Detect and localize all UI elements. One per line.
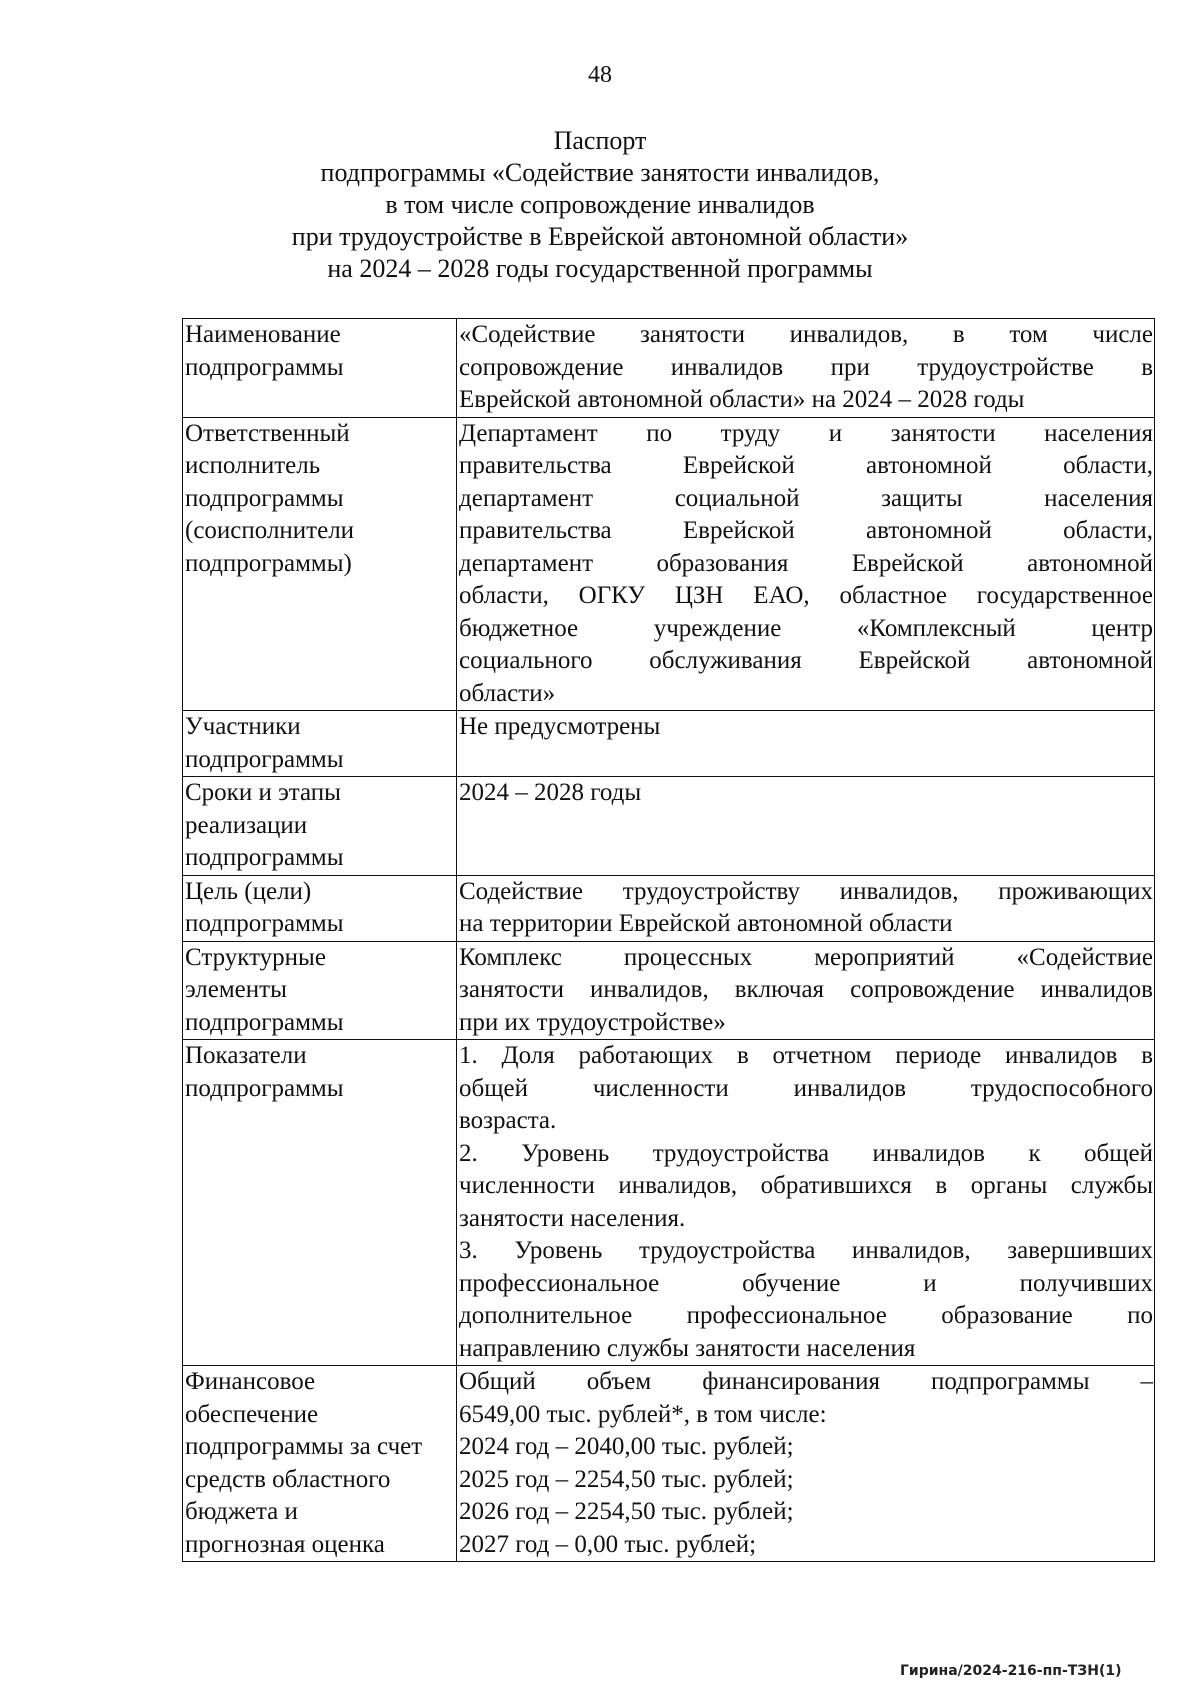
value-line: профессиональное обучение и получивших (459, 1269, 1153, 1297)
row-label (183, 777, 457, 876)
value-line: численности инвалидов, обратившихся в органы службы (459, 1172, 1153, 1199)
label-line: элементы (185, 976, 287, 1003)
row-label (183, 319, 457, 418)
row-label (183, 417, 457, 711)
row-label (183, 941, 457, 1040)
value-line: Комплекс процессных мероприятий «Содействие (459, 943, 1153, 971)
value-line: 1. Доля работающих в отчетном периоде инвалидов в (459, 1042, 1153, 1069)
table-row (183, 417, 1155, 711)
value-line: 2026 год – 2254,50 тыс. рублей; (459, 1498, 794, 1525)
label-line: Участники (185, 713, 301, 740)
value-line: занятости населения. (459, 1204, 686, 1232)
value-line: при их трудоустройстве» (459, 1008, 726, 1036)
row-value (457, 941, 1155, 1040)
label-line: бюджета и (185, 1498, 298, 1525)
value-line: департамент образования Еврейской автономной (459, 549, 1153, 577)
value-line: занятости инвалидов, включая сопровождение инвалидов (459, 976, 1153, 1003)
value-line: Департамент по труду и занятости населения (459, 419, 1153, 447)
row-value (457, 777, 1155, 876)
label-line: подпрограммы (185, 745, 344, 773)
value-line: направлению службы занятости населения (459, 1334, 916, 1362)
label-line: Структурные (185, 943, 326, 971)
label-line: Наименование (185, 321, 341, 348)
table-row (183, 875, 1155, 941)
label-line: реализации (185, 811, 308, 839)
label-line: Ответственный (185, 419, 350, 447)
value-line: 2025 год – 2254,50 тыс. рублей; (459, 1465, 794, 1493)
row-value (457, 1040, 1155, 1366)
value-line: Не предусмотрены (459, 713, 661, 740)
label-line: прогнозная оценка (185, 1530, 385, 1558)
value-line: области, ОГКУ ЦЗН ЕАО, областное государственное (459, 582, 1153, 609)
table-row (183, 1366, 1155, 1562)
table-row (183, 941, 1155, 1040)
title-line: подпрограммы «Содействие занятости инвалидов, (320, 158, 880, 187)
title-line: на 2024 – 2028 годы государственной программы (327, 254, 873, 283)
value-line: сопровождение инвалидов при трудоустройстве в (459, 353, 1153, 381)
label-line: Показатели (185, 1042, 307, 1069)
title-line: Паспорт (553, 126, 647, 155)
table-row (183, 711, 1155, 777)
label-line: подпрограммы (185, 910, 344, 937)
label-line: подпрограммы (185, 353, 344, 381)
label-line: подпрограммы (185, 484, 344, 512)
row-value (457, 417, 1155, 711)
label-line: подпрограммы (185, 1074, 344, 1102)
passport-table (182, 318, 1155, 1562)
label-line: Финансовое (185, 1368, 316, 1395)
label-line: подпрограммы) (185, 549, 352, 577)
document-code: Гирина/2024-216-пп-ТЗН(1) (900, 1663, 1122, 1679)
value-line: Общий объем финансирования подпрограммы – (459, 1368, 1153, 1395)
row-label (183, 875, 457, 941)
row-label (183, 711, 457, 777)
label-line: Сроки и этапы (185, 779, 341, 806)
table-row (183, 319, 1155, 418)
value-line: 2024 – 2028 годы (459, 779, 642, 806)
value-line: социального обслуживания Еврейской автономной (459, 647, 1153, 674)
page-number: 48 (588, 62, 612, 88)
value-line: бюджетное учреждение «Комплексный центр (459, 614, 1153, 642)
document-title (0, 125, 1200, 285)
label-line: средств областного (185, 1465, 391, 1493)
value-line: 3. Уровень трудоустройства инвалидов, завершивших (459, 1237, 1153, 1264)
row-value (457, 319, 1155, 418)
table-row (183, 1040, 1155, 1366)
value-line: общей численности инвалидов трудоспособного (459, 1074, 1153, 1102)
row-label (183, 1366, 457, 1562)
value-line: на территории Еврейской автономной области (459, 910, 953, 937)
value-line: департамент социальной защиты населения (459, 484, 1153, 512)
value-line: 2024 год – 2040,00 тыс. рублей; (459, 1433, 794, 1460)
row-value (457, 875, 1155, 941)
title-line: при трудоустройстве в Еврейской автономной области» (291, 222, 909, 251)
value-line: 2027 год – 0,00 тыс. рублей; (459, 1530, 757, 1558)
row-value (457, 1366, 1155, 1562)
value-line: области» (459, 679, 556, 707)
value-line: правительства Еврейской автономной области, (459, 517, 1153, 544)
row-value (457, 711, 1155, 777)
label-line: подпрограммы (185, 1008, 344, 1036)
label-line: обеспечение (185, 1400, 319, 1428)
label-line: подпрограммы (185, 844, 344, 871)
value-line: дополнительное профессиональное образование по (459, 1302, 1153, 1329)
value-line: 6549,00 тыс. рублей*, в том числе: (459, 1400, 827, 1428)
title-line: в том числе сопровождение инвалидов (385, 190, 815, 219)
value-line: Содействие трудоустройству инвалидов, проживающих (459, 877, 1153, 905)
value-line: 2. Уровень трудоустройства инвалидов к общей (459, 1139, 1153, 1167)
label-line: (соисполнители (185, 517, 355, 544)
value-line: Еврейской автономной области» на 2024 – 2028 годы (459, 386, 1025, 413)
value-line: «Содействие занятости инвалидов, в том числе (459, 321, 1153, 348)
label-line: Цель (цели) (185, 877, 312, 905)
table-row (183, 777, 1155, 876)
row-label (183, 1040, 457, 1366)
label-line: подпрограммы за счет (185, 1433, 423, 1460)
value-line: правительства Еврейской автономной области, (459, 452, 1153, 479)
value-line: возраста. (459, 1107, 557, 1134)
label-line: исполнитель (185, 452, 321, 479)
